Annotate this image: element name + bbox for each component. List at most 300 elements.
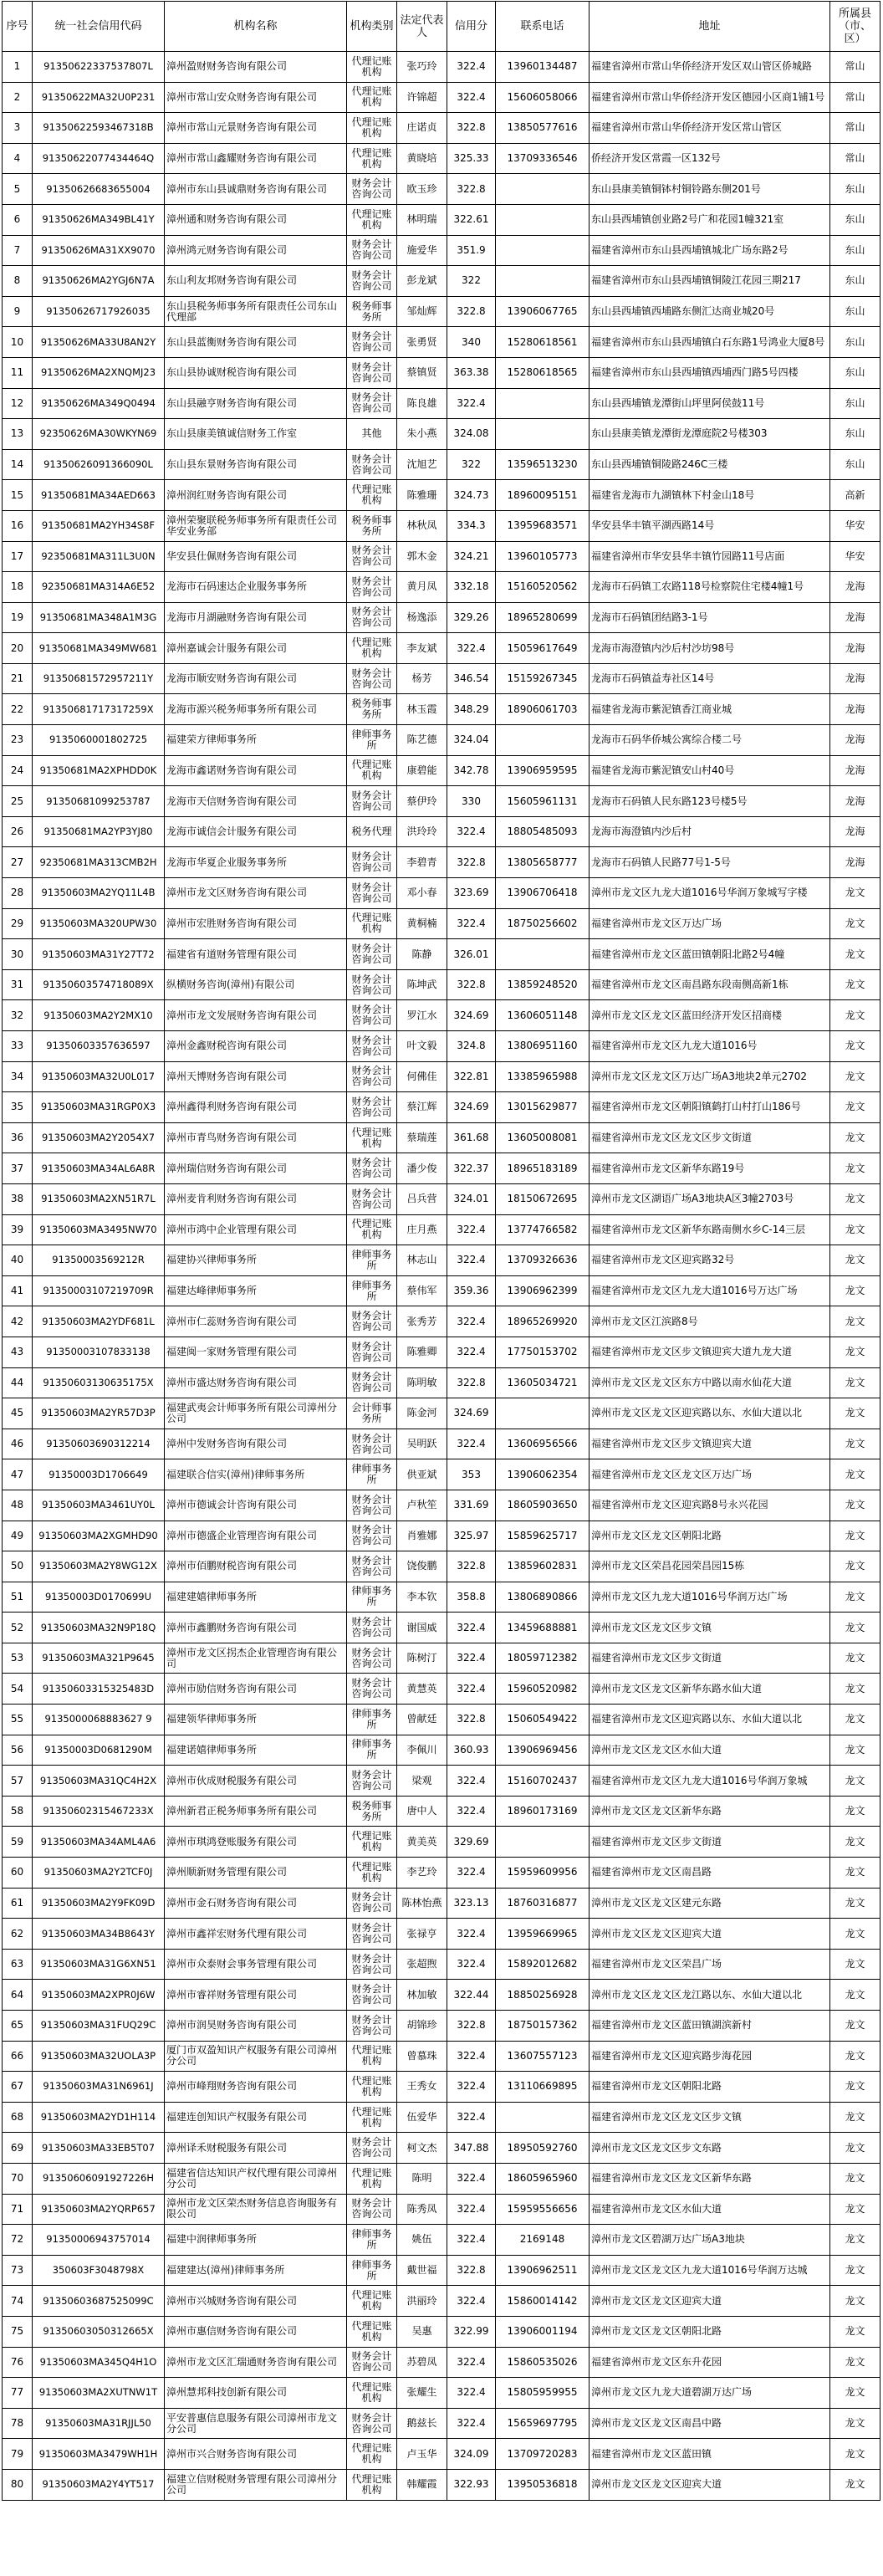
cell-legal-rep: 陈明敏	[397, 1367, 447, 1398]
cell-credit-score: 322.8	[447, 1705, 496, 1735]
table-row	[3, 1949, 880, 1980]
cell-org-name: 漳州市兴城财务咨询有限公司	[165, 2286, 347, 2317]
cell-org-name: 龙海市源兴税务师事务所有限公司	[165, 694, 347, 725]
cell-address: 福建省漳州市东山县西埔镇城北广场东路2号	[590, 235, 830, 266]
cell-county: 常山	[830, 113, 880, 144]
cell-credit-score: 322.4	[447, 1674, 496, 1705]
cell-org-category: 财务会计咨询公司	[347, 1061, 397, 1092]
cell-org-name: 福建联合信实(漳州)律师事务所	[165, 1459, 347, 1490]
cell-legal-rep: 供亚斌	[397, 1459, 447, 1490]
table-row	[3, 1919, 880, 1950]
table-row	[3, 1092, 880, 1123]
cell-address: 福建省龙海市紫泥镇安山村40号	[590, 755, 830, 786]
cell-phone: 13805658777	[496, 847, 590, 878]
cell-index: 41	[3, 1275, 33, 1306]
cell-org-name: 福建省有道财务管理有限公司	[165, 939, 347, 970]
cell-org-category: 财务会计咨询公司	[347, 1521, 397, 1551]
cell-index: 49	[3, 1521, 33, 1551]
cell-index: 43	[3, 1337, 33, 1367]
cell-org-category: 财务会计咨询公司	[347, 2408, 397, 2439]
cell-index: 14	[3, 449, 33, 480]
cell-phone	[496, 939, 590, 970]
cell-index: 51	[3, 1582, 33, 1613]
cell-address: 漳州市龙文区龙文区新华东路	[590, 1796, 830, 1827]
cell-index: 50	[3, 1551, 33, 1582]
cell-county: 龙文	[830, 2041, 880, 2072]
cell-credit-score: 324.69	[447, 1092, 496, 1123]
cell-credit-score: 322.4	[447, 1858, 496, 1889]
cell-credit-code: 91350626MA31XX9070	[33, 235, 165, 266]
cell-org-category: 财务会计咨询公司	[347, 449, 397, 480]
cell-phone: 13906959595	[496, 755, 590, 786]
cell-index: 60	[3, 1858, 33, 1889]
cell-address: 福建省漳州市龙文区南昌路东段南侧高新1栋	[590, 969, 830, 1000]
cell-phone	[496, 235, 590, 266]
cell-phone: 13606956566	[496, 1429, 590, 1459]
cell-credit-score: 361.68	[447, 1122, 496, 1153]
cell-credit-code: 91350622593467318B	[33, 113, 165, 144]
cell-index: 17	[3, 541, 33, 572]
cell-legal-rep: 洪丽玲	[397, 2286, 447, 2317]
header-legal-rep: 法定代表人	[397, 2, 447, 52]
cell-credit-code: 91350602315467233X	[33, 1796, 165, 1827]
cell-org-category: 税务师事务所	[347, 296, 397, 327]
cell-index: 54	[3, 1674, 33, 1705]
cell-org-category: 代理记账机构	[347, 2316, 397, 2347]
cell-county: 龙海	[830, 633, 880, 664]
cell-legal-rep: 欧玉珍	[397, 174, 447, 205]
cell-legal-rep: 张秀芳	[397, 1306, 447, 1337]
cell-legal-rep: 杨逸添	[397, 602, 447, 633]
cell-phone: 17750153702	[496, 1337, 590, 1367]
cell-phone: 13960105773	[496, 541, 590, 572]
cell-legal-rep: 朱小燕	[397, 419, 447, 450]
cell-credit-code: 91350626MA2YGJ6N7A	[33, 266, 165, 297]
cell-org-name: 福建荣方律师事务所	[165, 725, 347, 756]
table-row	[3, 1429, 880, 1459]
cell-credit-score: 322.8	[447, 2011, 496, 2042]
table-row	[3, 1183, 880, 1214]
cell-address: 漳州市龙文区龙文区迎宾路以东、水仙大道以北	[590, 1398, 830, 1429]
cell-credit-code: 91350626MA349Q0494	[33, 388, 165, 419]
cell-county: 龙文	[830, 1061, 880, 1092]
cell-county: 龙文	[830, 2439, 880, 2470]
cell-credit-score: 322.4	[447, 1245, 496, 1276]
cell-phone	[496, 266, 590, 297]
cell-org-category: 代理记账机构	[347, 1858, 397, 1889]
table-row	[3, 2408, 880, 2439]
cell-org-category: 财务会计咨询公司	[347, 1949, 397, 1980]
cell-org-category: 财务会计咨询公司	[347, 1183, 397, 1214]
cell-address: 漳州市龙文区九龙大道1016号华润万象城写字楼	[590, 878, 830, 909]
cell-index: 47	[3, 1459, 33, 1490]
cell-credit-score: 322.61	[447, 204, 496, 235]
cell-address: 漳州市龙文区荣昌花园荣昌园15栋	[590, 1551, 830, 1582]
cell-phone: 18059712382	[496, 1643, 590, 1674]
cell-org-category: 财务会计咨询公司	[347, 357, 397, 388]
table-row	[3, 2194, 880, 2225]
cell-org-name: 漳州译禾财税服务有限公司	[165, 2133, 347, 2164]
cell-county: 龙海	[830, 755, 880, 786]
cell-org-category: 代理记账机构	[347, 2469, 397, 2500]
cell-org-category: 代理记账机构	[347, 52, 397, 83]
cell-credit-code: 91350603MA31N6961J	[33, 2072, 165, 2103]
cell-legal-rep: 邓小春	[397, 878, 447, 909]
cell-org-category: 财务会计咨询公司	[347, 572, 397, 603]
cell-org-category: 财务会计咨询公司	[347, 1337, 397, 1367]
cell-phone: 15892012682	[496, 1949, 590, 1980]
cell-index: 7	[3, 235, 33, 266]
cell-credit-score: 324.69	[447, 1000, 496, 1031]
cell-legal-rep: 蔡瑞莲	[397, 1122, 447, 1153]
cell-credit-score: 330	[447, 786, 496, 817]
cell-credit-code: 91350603MA3495NW70	[33, 1214, 165, 1245]
cell-phone: 18750256602	[496, 908, 590, 939]
cell-phone: 18805485093	[496, 816, 590, 847]
cell-credit-score: 324.09	[447, 2439, 496, 2470]
cell-credit-score: 358.8	[447, 1582, 496, 1613]
cell-phone: 15159267345	[496, 663, 590, 694]
cell-org-category: 财务会计咨询公司	[347, 266, 397, 297]
cell-org-name: 东山县蓝衡财务咨询有限公司	[165, 327, 347, 358]
cell-phone: 15959556656	[496, 2194, 590, 2225]
cell-phone: 13459688881	[496, 1613, 590, 1643]
cell-org-name: 纵横财务咨询(漳州)有限公司	[165, 969, 347, 1000]
cell-credit-score: 324.73	[447, 480, 496, 511]
cell-legal-rep: 洪玲玲	[397, 816, 447, 847]
table-row	[3, 602, 880, 633]
table-row	[3, 296, 880, 327]
cell-phone: 18906061703	[496, 694, 590, 725]
table-row	[3, 725, 880, 756]
cell-credit-score: 363.38	[447, 357, 496, 388]
cell-county: 龙文	[830, 2408, 880, 2439]
cell-org-category: 财务会计咨询公司	[347, 1490, 397, 1521]
cell-org-name: 漳州市励信财务咨询有限公司	[165, 1674, 347, 1705]
table-row	[3, 1459, 880, 1490]
cell-org-category: 代理记账机构	[347, 2163, 397, 2194]
cell-index: 15	[3, 480, 33, 511]
credit-registry-table	[2, 1, 880, 2501]
cell-county: 龙海	[830, 725, 880, 756]
table-row	[3, 1888, 880, 1919]
cell-index: 6	[3, 204, 33, 235]
cell-county: 龙文	[830, 2072, 880, 2103]
cell-address: 龙海市石码镇人民东路123号楼5号	[590, 786, 830, 817]
cell-county: 龙文	[830, 2286, 880, 2317]
cell-phone: 13906067765	[496, 296, 590, 327]
cell-county: 龙文	[830, 908, 880, 939]
cell-credit-score: 322.4	[447, 1613, 496, 1643]
cell-phone: 13850577616	[496, 113, 590, 144]
cell-legal-rep: 林秋凤	[397, 510, 447, 541]
cell-phone: 13960134487	[496, 52, 590, 83]
table-header	[3, 2, 880, 52]
cell-index: 36	[3, 1122, 33, 1153]
table-row	[3, 510, 880, 541]
cell-phone: 18965269920	[496, 1306, 590, 1337]
table-row	[3, 2041, 880, 2072]
table-row	[3, 633, 880, 664]
cell-address: 漳州市龙文区江滨路8号	[590, 1306, 830, 1337]
cell-address: 漳州市龙文区湖语广场A3地块A区3幢2703号	[590, 1183, 830, 1214]
cell-org-name: 漳州市鸿中企业管理有限公司	[165, 1214, 347, 1245]
cell-county: 龙文	[830, 1613, 880, 1643]
cell-legal-rep: 李友斌	[397, 633, 447, 664]
cell-credit-score: 322.81	[447, 1061, 496, 1092]
cell-index: 32	[3, 1000, 33, 1031]
table-row	[3, 1827, 880, 1858]
cell-credit-code: 91350603MA34B8643Y	[33, 1919, 165, 1950]
cell-credit-code: 91350603MA2Y9FK09D	[33, 1888, 165, 1919]
cell-org-name: 漳州顺新财务管理有限公司	[165, 1858, 347, 1889]
cell-legal-rep: 李碧青	[397, 847, 447, 878]
cell-county: 龙海	[830, 847, 880, 878]
cell-org-name: 东山县协诚财税咨询有限公司	[165, 357, 347, 388]
cell-credit-code: 91350603MA2Y2TCF0J	[33, 1858, 165, 1889]
cell-org-name: 漳州市龙文发展财务咨询有限公司	[165, 1000, 347, 1031]
cell-index: 26	[3, 816, 33, 847]
cell-org-name: 漳州市常山安众财务咨询有限公司	[165, 82, 347, 113]
cell-credit-code: 91350681572957211Y	[33, 663, 165, 694]
cell-org-name: 漳州市佰鹏财税咨询有限公司	[165, 1551, 347, 1582]
cell-credit-score: 324.01	[447, 1183, 496, 1214]
cell-phone: 15859625717	[496, 1521, 590, 1551]
cell-address: 福建省漳州市东山县西埔镇铜陵江花园三期217	[590, 266, 830, 297]
cell-county: 龙文	[830, 2316, 880, 2347]
header-credit-score: 信用分	[447, 2, 496, 52]
cell-county: 龙文	[830, 1337, 880, 1367]
cell-address: 福建省漳州市龙文区朝阳北路	[590, 2072, 830, 2103]
cell-org-category: 代理记账机构	[347, 2378, 397, 2409]
cell-county: 龙文	[830, 1888, 880, 1919]
cell-org-name: 漳州慧邦科技创新有限公司	[165, 2378, 347, 2409]
cell-county: 华安	[830, 510, 880, 541]
cell-credit-score: 322.4	[447, 1796, 496, 1827]
cell-org-name: 漳州市鑫鹏财务咨询有限公司	[165, 1613, 347, 1643]
table-row	[3, 878, 880, 909]
cell-index: 70	[3, 2163, 33, 2194]
cell-legal-rep: 蔡镇贤	[397, 357, 447, 388]
cell-legal-rep: 曾献廷	[397, 1705, 447, 1735]
cell-index: 28	[3, 878, 33, 909]
cell-credit-score: 323.13	[447, 1888, 496, 1919]
cell-org-category: 其他	[347, 419, 397, 450]
cell-org-name: 龙海市诚信会计服务有限公司	[165, 816, 347, 847]
cell-org-name: 东山利友邦财务咨询有限公司	[165, 266, 347, 297]
cell-credit-code: 91350681099253787	[33, 786, 165, 817]
table-row	[3, 572, 880, 603]
cell-credit-code: 91350603MA3461UY0L	[33, 1490, 165, 1521]
table-row	[3, 1337, 880, 1367]
cell-address: 福建省龙海市紫泥镇香江商业城	[590, 694, 830, 725]
cell-phone: 13806951160	[496, 1031, 590, 1062]
cell-org-category: 财务会计咨询公司	[347, 1766, 397, 1797]
cell-credit-code: 92350681MA314A6E52	[33, 572, 165, 603]
cell-credit-code: 91350003D1706649	[33, 1459, 165, 1490]
cell-credit-score: 324.04	[447, 725, 496, 756]
cell-county: 龙文	[830, 1643, 880, 1674]
cell-address: 福建省漳州市龙文区新华东路19号	[590, 1153, 830, 1184]
cell-phone: 18750157362	[496, 2011, 590, 2042]
table-row	[3, 1613, 880, 1643]
cell-index: 3	[3, 113, 33, 144]
cell-credit-code: 91350603574718089X	[33, 969, 165, 1000]
cell-credit-code: 91350603MA2Y8WG12X	[33, 1551, 165, 1582]
cell-credit-score: 322.8	[447, 847, 496, 878]
cell-phone: 18150672695	[496, 1183, 590, 1214]
cell-address: 福建省漳州市龙文区龙文区步文镇	[590, 2102, 830, 2133]
cell-index: 11	[3, 357, 33, 388]
cell-index: 80	[3, 2469, 33, 2500]
cell-address: 漳州市龙文区龙文区建元东路	[590, 1888, 830, 1919]
table-row	[3, 2133, 880, 2164]
cell-org-name: 漳州市睿祥财务管理有限公司	[165, 1980, 347, 2011]
cell-org-category: 代理记账机构	[347, 755, 397, 786]
cell-credit-score: 332.18	[447, 572, 496, 603]
cell-legal-rep: 庄月燕	[397, 1214, 447, 1245]
cell-credit-score: 322.4	[447, 2072, 496, 2103]
cell-credit-score: 322.8	[447, 969, 496, 1000]
table-row	[3, 2469, 880, 2500]
cell-address: 福建省漳州市龙文区南昌路	[590, 1858, 830, 1889]
table-row	[3, 1306, 880, 1337]
cell-phone: 13605008081	[496, 1122, 590, 1153]
cell-org-category: 财务会计咨询公司	[347, 2011, 397, 2042]
cell-phone: 18965280699	[496, 602, 590, 633]
cell-legal-rep: 李艺玲	[397, 1858, 447, 1889]
cell-legal-rep: 施爱华	[397, 235, 447, 266]
cell-org-name: 福建达峰律师事务所	[165, 1275, 347, 1306]
cell-org-name: 漳州鑫得利财务咨询有限公司	[165, 1092, 347, 1123]
cell-address: 漳州市龙文区龙文区九龙大道1016号华润万达城	[590, 2255, 830, 2286]
cell-credit-score: 346.54	[447, 663, 496, 694]
cell-phone: 18605903650	[496, 1490, 590, 1521]
cell-credit-score: 340	[447, 327, 496, 358]
table-row	[3, 1153, 880, 1184]
cell-phone	[496, 388, 590, 419]
cell-phone: 13596513230	[496, 449, 590, 480]
cell-org-name: 龙海市石码速达企业服务事务所	[165, 572, 347, 603]
cell-legal-rep: 张巧玲	[397, 52, 447, 83]
cell-org-name: 龙海市华夏企业服务事务所	[165, 847, 347, 878]
cell-address: 福建省漳州市龙文区蓝田镇	[590, 2439, 830, 2470]
cell-org-name: 漳州麦肯利财务咨询有限公司	[165, 1183, 347, 1214]
cell-phone: 18760316877	[496, 1888, 590, 1919]
cell-county: 常山	[830, 82, 880, 113]
cell-legal-rep: 王秀女	[397, 2072, 447, 2103]
cell-legal-rep: 蔡江辉	[397, 1092, 447, 1123]
cell-org-name: 福建建达(漳州)律师事务所	[165, 2255, 347, 2286]
cell-phone: 13774766582	[496, 1214, 590, 1245]
table-row	[3, 1398, 880, 1429]
cell-index: 30	[3, 939, 33, 970]
table-row	[3, 2347, 880, 2378]
cell-legal-rep: 林加敏	[397, 1980, 447, 2011]
cell-org-category: 财务会计咨询公司	[347, 1031, 397, 1062]
cell-address: 龙海市海澄镇内沙后村	[590, 816, 830, 847]
cell-county: 龙文	[830, 1858, 880, 1889]
cell-address: 漳州市龙文区龙文区万达广场A3地块2单元2702	[590, 1061, 830, 1092]
table-row	[3, 1980, 880, 2011]
cell-credit-score: 322.99	[447, 2316, 496, 2347]
cell-index: 9	[3, 296, 33, 327]
cell-legal-rep: 蔡伟军	[397, 1275, 447, 1306]
cell-credit-score: 322.4	[447, 1214, 496, 1245]
cell-county: 龙文	[830, 1429, 880, 1459]
cell-county: 龙文	[830, 2102, 880, 2133]
cell-address: 漳州市龙文区龙文区水仙大道	[590, 1735, 830, 1766]
table-row	[3, 969, 880, 1000]
cell-legal-rep: 黄月凤	[397, 572, 447, 603]
cell-address: 漳州市龙文区龙文区新华东路水仙大道	[590, 1674, 830, 1705]
cell-county: 龙文	[830, 1214, 880, 1245]
cell-org-name: 漳州市宏胜财务咨询有限公司	[165, 908, 347, 939]
cell-legal-rep: 杨芳	[397, 663, 447, 694]
cell-index: 79	[3, 2439, 33, 2470]
table-row	[3, 388, 880, 419]
cell-org-name: 漳州中发财务咨询有限公司	[165, 1429, 347, 1459]
table-row	[3, 1643, 880, 1674]
cell-legal-rep: 唐中人	[397, 1796, 447, 1827]
cell-legal-rep: 卢玉华	[397, 2439, 447, 2470]
cell-org-name: 漳州润红财务咨询有限公司	[165, 480, 347, 511]
table-row	[3, 1367, 880, 1398]
cell-org-name: 东山县康美镇诚信财务工作室	[165, 419, 347, 450]
cell-legal-rep: 李佩川	[397, 1735, 447, 1766]
cell-address: 福建省漳州市龙文区龙文区步文街道	[590, 1122, 830, 1153]
cell-legal-rep: 韩耀霞	[397, 2469, 447, 2500]
cell-credit-code: 91350626MA33U8AN2Y	[33, 327, 165, 358]
cell-county: 龙文	[830, 2163, 880, 2194]
cell-credit-score: 322.93	[447, 2469, 496, 2500]
table-row	[3, 327, 880, 358]
table-row	[3, 541, 880, 572]
cell-credit-score: 322.4	[447, 2194, 496, 2225]
cell-phone: 13906962399	[496, 1275, 590, 1306]
cell-address: 福建省漳州市龙文区步文镇迎宾大道	[590, 1429, 830, 1459]
cell-credit-score: 325.97	[447, 1521, 496, 1551]
cell-org-category: 律师事务所	[347, 2255, 397, 2286]
cell-address: 漳州市龙文区龙文区龙江路以东、水仙大道以北	[590, 1980, 830, 2011]
cell-index: 61	[3, 1888, 33, 1919]
cell-credit-code: 91350603MA34AML4A6	[33, 1827, 165, 1858]
cell-index: 29	[3, 908, 33, 939]
cell-address: 福建省漳州市龙文区迎宾路步海花园	[590, 2041, 830, 2072]
cell-org-category: 财务会计咨询公司	[347, 1551, 397, 1582]
cell-county: 龙海	[830, 816, 880, 847]
cell-org-name: 漳州市德诚会计咨询有限公司	[165, 1490, 347, 1521]
cell-credit-code: 91350603MA31Y27T72	[33, 939, 165, 970]
cell-address: 龙海市石码华侨城公寓综合楼二号	[590, 725, 830, 756]
cell-legal-rep: 蔡伊玲	[397, 786, 447, 817]
table-row	[3, 1582, 880, 1613]
cell-credit-score: 326.01	[447, 939, 496, 970]
cell-credit-score: 322.8	[447, 113, 496, 144]
cell-credit-code: 91350003107219709R	[33, 1275, 165, 1306]
cell-credit-code: 91350603MA2YQRP657	[33, 2194, 165, 2225]
cell-county: 高新	[830, 480, 880, 511]
cell-index: 4	[3, 143, 33, 174]
cell-org-category: 会计师事务所	[347, 1398, 397, 1429]
cell-phone: 18850256928	[496, 1980, 590, 2011]
table-row	[3, 1214, 880, 1245]
cell-credit-score: 322.4	[447, 1949, 496, 1980]
table-row	[3, 2102, 880, 2133]
cell-credit-score: 322.4	[447, 1766, 496, 1797]
cell-address: 福建省龙海市九湖镇林下村金山18号	[590, 480, 830, 511]
cell-org-category: 财务会计咨询公司	[347, 235, 397, 266]
